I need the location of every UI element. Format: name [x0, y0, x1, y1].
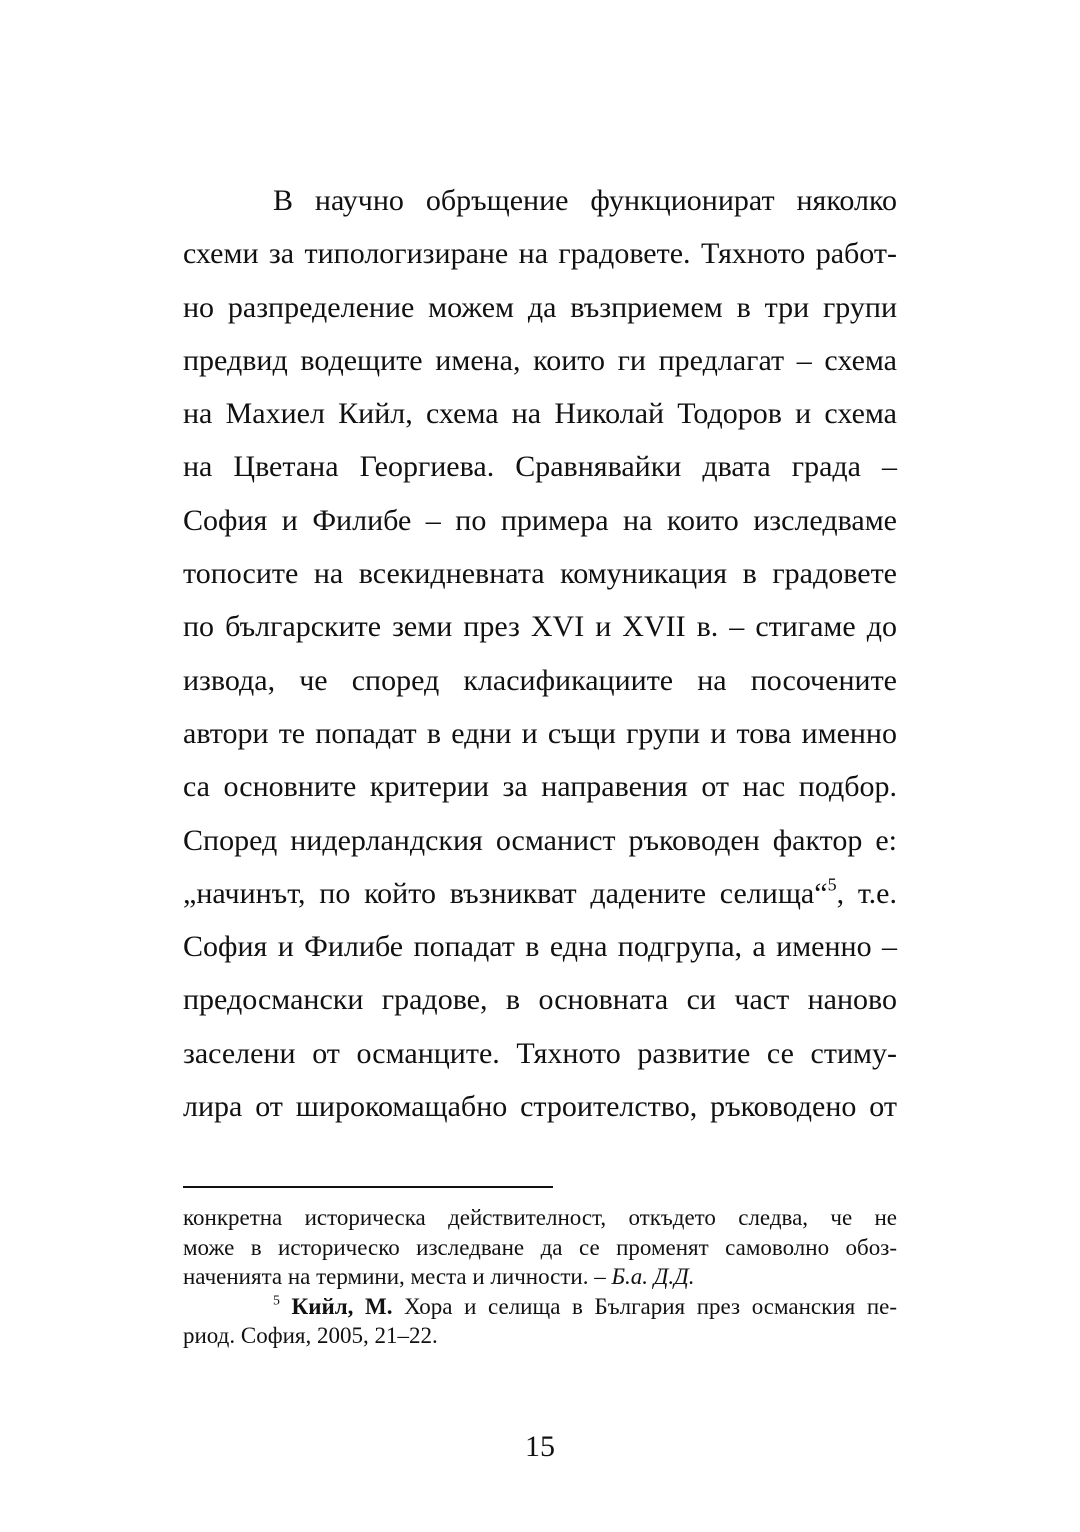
main-text-line: предвид водещите имена, които ги предлагат – схема	[183, 343, 897, 377]
main-text-line: са основните критерии за направения от нас подбор.	[183, 770, 897, 804]
main-text-line: на Цветана Георгиева. Сравнявайки двата града –	[183, 450, 897, 484]
main-text-line: по българските земи през XVI и XVII в. – стигаме до	[183, 610, 897, 644]
main-text-line: но разпределение можем да възприемем в три групи	[183, 290, 897, 324]
main-text-line: лира от широкомащабно строителство, ръководено от	[183, 1090, 897, 1124]
footnote-separator	[183, 1186, 553, 1188]
main-text-line: автори те попадат в едни и същи групи и това именно	[183, 716, 897, 750]
footnotes	[183, 1203, 897, 1351]
footnote-text: наченията на термини, места и личности. –	[183, 1264, 612, 1290]
main-text-line: на Махиел Кийл, схема на Николай Тодоров и схема	[183, 397, 897, 431]
footnote-5-line-2: риод. София, 2005, 21–22.	[183, 1323, 438, 1349]
main-text-line: извода, че според класификациите на посочените	[183, 663, 897, 697]
main-text-line: топосите на всекидневната комуникация в градовете	[183, 557, 897, 591]
footnote-5	[183, 1292, 897, 1322]
page-number: 15	[525, 1430, 555, 1463]
footnote-5-author: Кийл, М.	[291, 1293, 393, 1319]
main-text-line: предосмански градове, в основната си част наново	[183, 983, 897, 1017]
quote-tail: , т.е.	[836, 876, 897, 910]
footnote-continuation-line: конкретна историческа действителност, откъдето следва, че не	[183, 1205, 897, 1230]
footnote-5-title: Хора и селища в България през османския пе-	[392, 1293, 898, 1319]
main-text-line: заселени от османците. Тяхното развитие се стиму-	[183, 1036, 897, 1070]
main-text-line: София и Филибе – по примера на които изследваме	[183, 503, 897, 537]
quote-text: „начинът, по който възникват дадените селища“	[183, 876, 828, 910]
footnote-ref-5[interactable]: 5	[827, 874, 837, 895]
footnote-5-number: 5	[273, 1292, 280, 1308]
main-text-line-with-footnote	[183, 867, 897, 920]
footnote-continuation-line: може в историческо изследване да се променят самоволно обоз-	[183, 1234, 897, 1260]
main-text-line: В научно обръщение функционират няколко	[273, 184, 897, 217]
main-text-line: Според нидерландския османист ръководен фактор е:	[183, 823, 897, 857]
main-text-line: схеми за типологизиране на градовете. Тяхното работ-	[183, 237, 897, 271]
author-note: Б.а. Д.Д.	[611, 1264, 695, 1290]
main-text-line: София и Филибе попадат в една подгрупа, а именно –	[183, 930, 897, 964]
footnote-continuation-line	[183, 1262, 897, 1292]
main-text	[183, 174, 897, 1133]
